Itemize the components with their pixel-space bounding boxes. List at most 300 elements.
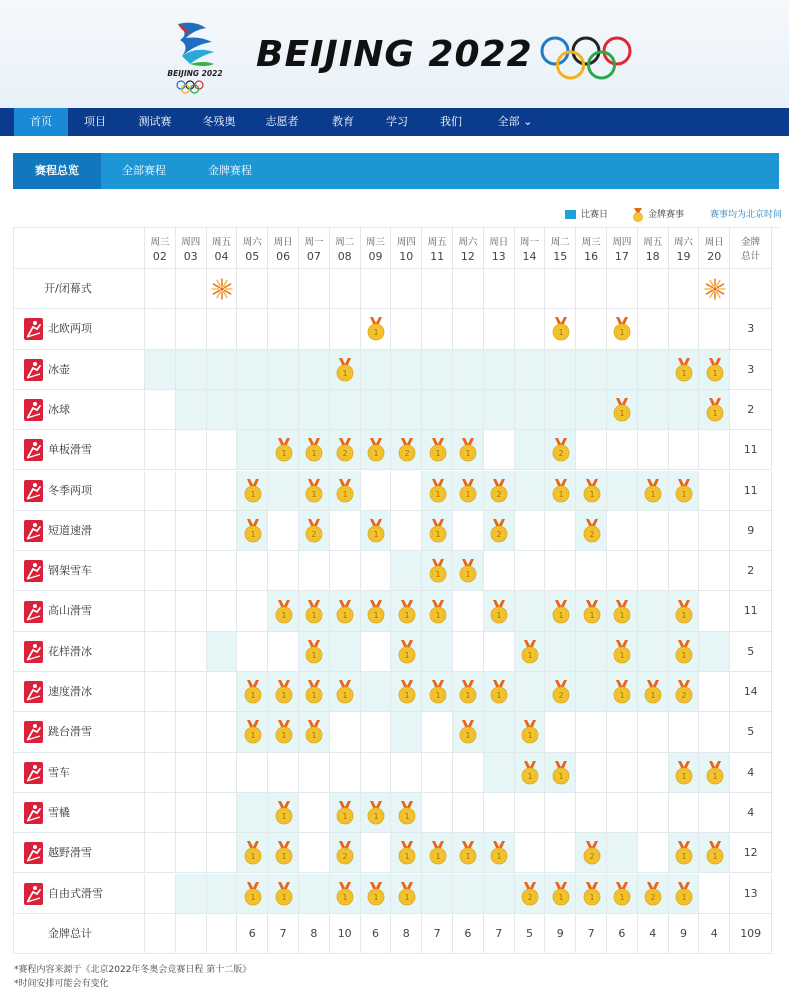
gold-medal-icon[interactable] [428, 438, 448, 462]
ceremony-day-cell [237, 269, 268, 309]
gold-medal-icon[interactable] [458, 680, 478, 704]
svg-text:1: 1 [712, 409, 718, 419]
sport-label-cell[interactable] [14, 309, 145, 349]
competition-day-cell [268, 471, 299, 511]
gold-medal-icon[interactable] [705, 761, 725, 785]
day-cell [422, 753, 453, 793]
daily-total-cell [268, 914, 299, 954]
day-date: 05 [245, 250, 260, 263]
competition-day-cell [607, 390, 638, 430]
day-cell [545, 309, 576, 349]
gold-medal-icon[interactable] [304, 720, 324, 744]
beijing-2022-emblem-icon[interactable] [160, 16, 230, 94]
day-cell [330, 309, 361, 349]
gold-medal-icon[interactable] [428, 841, 448, 865]
tab-medal-schedule[interactable]: 金牌赛程 [208, 164, 252, 177]
svg-text:2: 2 [496, 489, 502, 499]
daily-total-value: 8 [310, 926, 318, 940]
day-cell [207, 511, 238, 551]
gold-medal-icon[interactable] [612, 640, 632, 664]
gold-medal-icon[interactable] [458, 559, 478, 583]
gold-medal-icon[interactable] [428, 479, 448, 503]
daily-total-cell [361, 914, 392, 954]
competition-day-cell [237, 712, 268, 752]
competition-day-cell [576, 632, 607, 672]
gold-medal-icon[interactable] [582, 841, 602, 865]
nav-item-home[interactable]: 首页 [14, 108, 68, 136]
gold-medal-icon[interactable] [705, 841, 725, 865]
gold-medal-icon[interactable] [304, 640, 324, 664]
day-cell [145, 793, 176, 833]
competition-day-cell [576, 874, 607, 914]
gold-medal-icon[interactable] [489, 680, 509, 704]
competition-day-cell [391, 551, 422, 591]
gold-medal-icon[interactable] [674, 640, 694, 664]
day-cell [176, 551, 207, 591]
gold-medal-icon[interactable] [551, 438, 571, 462]
competition-day-cell [268, 793, 299, 833]
day-cell [145, 712, 176, 752]
daily-total-cell [484, 914, 515, 954]
competition-day-cell [391, 390, 422, 430]
day-cell [176, 511, 207, 551]
competition-day-cell [669, 350, 700, 390]
gold-medal-icon[interactable] [274, 680, 294, 704]
day-cell [453, 591, 484, 631]
svg-text:1: 1 [681, 610, 687, 620]
day-cell [207, 753, 238, 793]
day-header [607, 228, 638, 269]
competition-day-cell [699, 632, 730, 672]
sport-total-cell [730, 833, 772, 873]
gold-medal-icon[interactable] [458, 479, 478, 503]
gold-medal-icon[interactable] [643, 680, 663, 704]
gold-medal-icon[interactable] [489, 841, 509, 865]
svg-text:1: 1 [404, 651, 410, 661]
day-cell [607, 712, 638, 752]
sport-name: 冰壶 [48, 362, 70, 376]
gold-medal-icon[interactable] [643, 882, 663, 906]
sport-medal-total: 4 [747, 765, 755, 779]
day-cell [453, 511, 484, 551]
competition-day-cell [145, 350, 176, 390]
gold-medal-icon[interactable] [366, 600, 386, 624]
competition-day-cell [576, 471, 607, 511]
competition-day-cell [607, 350, 638, 390]
sport-medal-total: 11 [743, 483, 758, 497]
gold-medal-icon[interactable] [335, 479, 355, 503]
nav-item-all[interactable]: 全部 ⌄ [497, 115, 533, 128]
gold-medal-icon[interactable] [335, 358, 355, 382]
competition-day-cell [268, 591, 299, 631]
sport-total-cell [730, 793, 772, 833]
gold-medal-icon[interactable] [335, 680, 355, 704]
sport-label-cell[interactable] [14, 753, 145, 793]
gold-medal-icon[interactable] [551, 479, 571, 503]
gold-medal-icon[interactable] [304, 680, 324, 704]
competition-day-cell [268, 874, 299, 914]
competition-day-cell [607, 672, 638, 712]
gold-medal-icon[interactable] [397, 801, 417, 825]
gold-medal-icon[interactable] [274, 720, 294, 744]
gold-medal-icon[interactable] [674, 680, 694, 704]
day-cell [207, 712, 238, 752]
day-header [515, 228, 546, 269]
svg-text:1: 1 [619, 892, 625, 902]
svg-text:1: 1 [404, 812, 410, 822]
competition-day-cell [422, 471, 453, 511]
competition-day-cell [453, 712, 484, 752]
gold-medal-icon[interactable] [366, 801, 386, 825]
competition-day-cell [237, 833, 268, 873]
gold-medal-icon[interactable] [458, 841, 478, 865]
gold-medal-icon[interactable] [243, 479, 263, 503]
day-cell [669, 430, 700, 470]
gold-medal-icon[interactable] [489, 600, 509, 624]
gold-medal-icon[interactable] [674, 761, 694, 785]
gold-medal-icon[interactable] [428, 600, 448, 624]
day-cell [699, 551, 730, 591]
competition-day-cell [699, 833, 730, 873]
gold-medal-icon[interactable] [274, 600, 294, 624]
site-header [0, 0, 789, 108]
gold-medal-icon[interactable] [397, 438, 417, 462]
gold-medal-icon[interactable] [582, 882, 602, 906]
svg-text:2: 2 [558, 449, 564, 459]
gold-medal-icon[interactable] [612, 680, 632, 704]
day-header [391, 228, 422, 269]
day-cell [145, 591, 176, 631]
gold-medal-icon[interactable] [274, 882, 294, 906]
gold-medal-icon[interactable] [366, 519, 386, 543]
ceremony-day-cell [484, 269, 515, 309]
gold-medal-icon[interactable] [243, 720, 263, 744]
sport-label-cell[interactable] [14, 632, 145, 672]
competition-day-cell [453, 430, 484, 470]
day-cell [268, 632, 299, 672]
gold-medal-icon[interactable] [551, 317, 571, 341]
day-cell [361, 632, 392, 672]
gold-medal-icon[interactable] [335, 801, 355, 825]
sport-label-cell[interactable] [14, 350, 145, 390]
day-cell [638, 793, 669, 833]
daily-total-cell [607, 914, 638, 954]
nav-item-education[interactable]: 教育 [332, 115, 354, 128]
gold-medal-icon[interactable] [612, 317, 632, 341]
competition-day-cell [268, 430, 299, 470]
gold-medal-icon[interactable] [304, 438, 324, 462]
gold-medal-icon[interactable] [335, 882, 355, 906]
gold-medal-icon[interactable] [243, 680, 263, 704]
competition-day-cell [638, 591, 669, 631]
gold-medal-icon[interactable] [520, 761, 540, 785]
competition-day-cell [484, 874, 515, 914]
gold-medal-icon[interactable] [397, 841, 417, 865]
gold-medal-icon[interactable] [243, 882, 263, 906]
gold-medal-icon[interactable] [705, 398, 725, 422]
day-cell [268, 309, 299, 349]
day-cell [268, 551, 299, 591]
gold-medal-icon[interactable] [335, 841, 355, 865]
gold-medal-icon[interactable] [582, 479, 602, 503]
beijing-2022-wordmark: BEIJING 2022 [256, 34, 533, 75]
gold-medal-icon[interactable] [489, 479, 509, 503]
day-cell [391, 471, 422, 511]
daily-total-cell [237, 914, 268, 954]
nav-item-about[interactable]: 我们 [440, 115, 462, 128]
competition-day-cell [545, 874, 576, 914]
luge-icon [24, 802, 43, 824]
gold-medal-icon[interactable] [274, 438, 294, 462]
gold-medal-icon[interactable] [366, 438, 386, 462]
nav-item-volunteers[interactable]: 志愿者 [265, 115, 299, 128]
gold-medal-icon[interactable] [582, 600, 602, 624]
sport-label-cell[interactable] [14, 511, 145, 551]
cross-country-icon [24, 842, 43, 864]
gold-medal-icon[interactable] [520, 882, 540, 906]
day-header [422, 228, 453, 269]
competition-day-cell [576, 833, 607, 873]
gold-medal-icon[interactable] [335, 600, 355, 624]
tab-all-schedule[interactable]: 全部赛程 [122, 164, 166, 177]
gold-medal-icon[interactable] [274, 841, 294, 865]
competition-day-cell [484, 672, 515, 712]
competition-day-cell [638, 632, 669, 672]
sport-label-cell[interactable] [14, 390, 145, 430]
competition-day-cell [607, 591, 638, 631]
gold-medal-icon[interactable] [397, 640, 417, 664]
daily-total-label: 金牌总计 [48, 926, 92, 940]
gold-medal-icon[interactable] [428, 519, 448, 543]
gold-medal-icon[interactable] [674, 841, 694, 865]
day-cell [545, 551, 576, 591]
gold-medal-icon[interactable] [366, 317, 386, 341]
day-cell [515, 511, 546, 551]
day-cell [237, 591, 268, 631]
day-cell [330, 551, 361, 591]
competition-day-cell [453, 390, 484, 430]
daily-total-cell [545, 914, 576, 954]
gold-medal-icon[interactable] [397, 600, 417, 624]
day-cell [545, 833, 576, 873]
svg-text:1: 1 [589, 892, 595, 902]
sport-label-cell[interactable] [14, 430, 145, 470]
sport-name: 短道速滑 [48, 523, 92, 537]
sport-total-cell [730, 591, 772, 631]
nav-item-paralympics[interactable]: 冬残奥 [202, 115, 236, 128]
competition-day-cell [330, 793, 361, 833]
day-cell [145, 672, 176, 712]
day-cell [453, 793, 484, 833]
sport-label-cell[interactable] [14, 712, 145, 752]
sport-label-cell[interactable] [14, 471, 145, 511]
day-cell [176, 712, 207, 752]
competition-day-cell [638, 874, 669, 914]
ceremony-day-cell [607, 269, 638, 309]
day-cell [484, 632, 515, 672]
day-cell [669, 309, 700, 349]
ice-hockey-icon [24, 399, 43, 421]
gold-medal-icon[interactable] [551, 600, 571, 624]
sport-label-cell[interactable] [14, 874, 145, 914]
sport-medal-total: 14 [743, 685, 758, 698]
sport-medal-total: 12 [743, 846, 758, 860]
day-cell [638, 309, 669, 349]
sport-name: 高山滑雪 [48, 604, 92, 618]
competition-day-cell [669, 471, 700, 511]
day-cell [699, 874, 730, 914]
day-cell [299, 309, 330, 349]
gold-medal-icon[interactable] [243, 519, 263, 543]
svg-text:1: 1 [465, 489, 471, 499]
day-cell [484, 793, 515, 833]
competition-day-cell [669, 390, 700, 430]
gold-medal-icon[interactable] [397, 882, 417, 906]
gold-medal-icon[interactable] [243, 841, 263, 865]
schedule-grid [13, 227, 779, 953]
sport-label-cell[interactable] [14, 833, 145, 873]
sport-label-cell[interactable] [14, 793, 145, 833]
gold-medal-icon[interactable] [582, 519, 602, 543]
competition-day-cell [453, 350, 484, 390]
gold-medal-icon[interactable] [643, 479, 663, 503]
gold-medal-icon[interactable] [274, 801, 294, 825]
competition-day-cell [515, 672, 546, 712]
ceremony-day-cell [669, 269, 700, 309]
competition-day-cell [607, 874, 638, 914]
day-cell [576, 551, 607, 591]
svg-text:1: 1 [250, 691, 256, 701]
competition-day-cell [330, 874, 361, 914]
svg-text:1: 1 [465, 449, 471, 459]
nav-item-sports[interactable]: 项目 [84, 115, 106, 128]
gold-medal-icon[interactable] [674, 479, 694, 503]
gold-medal-icon[interactable] [705, 358, 725, 382]
svg-text:2: 2 [342, 449, 348, 459]
gold-medal-icon[interactable] [489, 519, 509, 543]
nav-item-test-events[interactable]: 测试赛 [138, 115, 172, 128]
gold-medal-icon[interactable] [335, 438, 355, 462]
competition-day-cell [330, 632, 361, 672]
day-date: 08 [337, 250, 352, 263]
day-date: 20 [707, 250, 722, 263]
competition-day-cell [422, 672, 453, 712]
competition-day-cell [515, 471, 546, 511]
gold-medal-icon[interactable] [520, 720, 540, 744]
gold-medal-icon[interactable] [674, 882, 694, 906]
gold-medal-icon[interactable] [458, 438, 478, 462]
gold-medal-icon[interactable] [612, 882, 632, 906]
gold-medal-icon[interactable] [551, 680, 571, 704]
competition-day-cell [176, 350, 207, 390]
day-weekday: 周五 [427, 237, 447, 248]
competition-day-cell [361, 511, 392, 551]
competition-day-cell [361, 430, 392, 470]
svg-text:1: 1 [527, 771, 533, 781]
daily-total-value: 7 [279, 926, 287, 940]
gold-medal-icon[interactable] [520, 640, 540, 664]
day-date: 12 [460, 250, 475, 263]
daily-total-value: 9 [679, 926, 687, 940]
gold-medal-icon[interactable] [612, 398, 632, 422]
gold-medal-icon[interactable] [428, 559, 448, 583]
sport-label-cell[interactable] [14, 672, 145, 712]
sport-name: 钢架雪车 [48, 564, 92, 578]
gold-medal-icon[interactable] [674, 600, 694, 624]
day-cell [176, 833, 207, 873]
gold-medal-icon[interactable] [304, 600, 324, 624]
sport-medal-total: 11 [743, 604, 758, 618]
sport-label-cell[interactable] [14, 591, 145, 631]
gold-medal-icon[interactable] [397, 680, 417, 704]
day-cell [515, 551, 546, 591]
competition-day-cell [330, 390, 361, 430]
gold-medal-icon[interactable] [304, 479, 324, 503]
svg-text:1: 1 [681, 651, 687, 661]
sport-total-cell [730, 551, 772, 591]
day-cell [176, 753, 207, 793]
competition-day-cell [422, 632, 453, 672]
gold-medal-icon[interactable] [674, 358, 694, 382]
day-header [699, 228, 730, 269]
sport-label-cell[interactable] [14, 551, 145, 591]
competition-day-cell [237, 874, 268, 914]
sport-total-cell [730, 874, 772, 914]
svg-text:1: 1 [558, 892, 564, 902]
svg-text:1: 1 [435, 691, 441, 701]
svg-text:1: 1 [465, 731, 471, 741]
day-cell [145, 833, 176, 873]
day-cell [699, 793, 730, 833]
day-header [453, 228, 484, 269]
ceremony-label-cell [14, 269, 145, 309]
competition-day-cell [268, 712, 299, 752]
legend-medal-event: 金牌赛事 [632, 207, 684, 223]
nav-item-learning[interactable]: 学习 [386, 115, 408, 128]
competition-day-cell [545, 753, 576, 793]
day-date: 09 [368, 250, 383, 263]
svg-text:1: 1 [619, 409, 625, 419]
gold-medal-icon[interactable] [551, 882, 571, 906]
svg-text:1: 1 [281, 610, 287, 620]
day-cell [391, 309, 422, 349]
competition-day-cell [638, 390, 669, 430]
sport-total-cell [730, 390, 772, 430]
gold-medal-icon[interactable] [428, 680, 448, 704]
day-cell [699, 591, 730, 631]
gold-medal-icon[interactable] [551, 761, 571, 785]
svg-text:2: 2 [311, 530, 317, 540]
competition-day-cell [237, 430, 268, 470]
sport-medal-total: 5 [747, 725, 755, 739]
timezone-note: 赛事均为北京时间 [710, 210, 783, 220]
day-header [237, 228, 268, 269]
gold-medal-icon[interactable] [304, 519, 324, 543]
competition-day-cell [299, 632, 330, 672]
competition-day-cell [484, 350, 515, 390]
day-cell [207, 471, 238, 511]
svg-text:1: 1 [342, 892, 348, 902]
competition-day-cell [391, 712, 422, 752]
gold-medal-icon[interactable] [612, 600, 632, 624]
daily-total-value: 5 [525, 926, 533, 940]
gold-medal-icon[interactable] [458, 720, 478, 744]
competition-day-cell [576, 591, 607, 631]
tab-overview[interactable]: 赛程总览 [13, 153, 101, 189]
gold-medal-icon[interactable] [366, 882, 386, 906]
day-cell [268, 753, 299, 793]
competition-day-cell [545, 390, 576, 430]
